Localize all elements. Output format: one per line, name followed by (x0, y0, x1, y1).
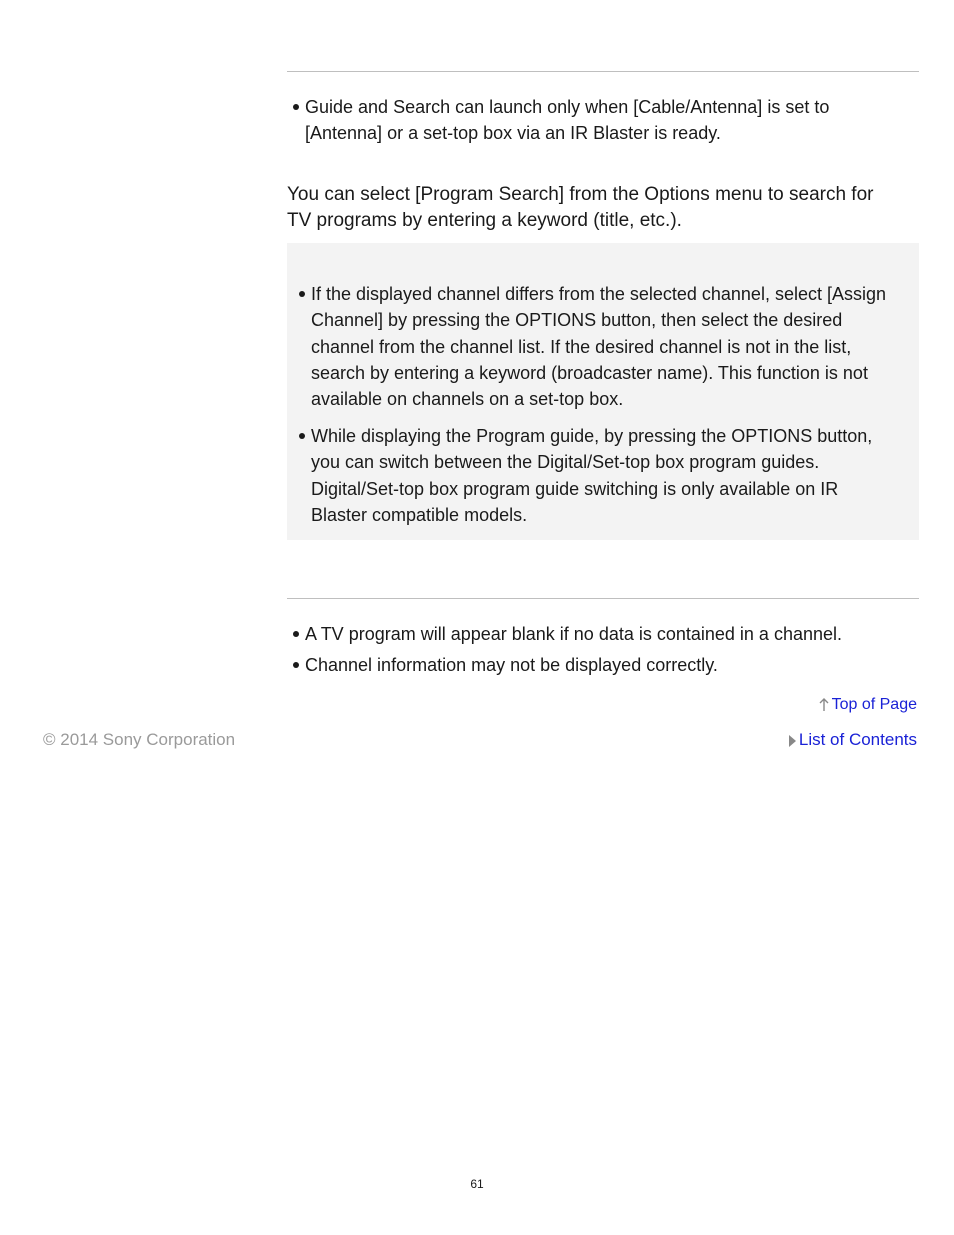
intro-line: TV programs by entering a keyword (title, etc.). (287, 210, 682, 231)
list-item (293, 94, 913, 146)
bullet-icon (293, 631, 299, 637)
triangle-right-icon (789, 735, 796, 747)
note-line: available on channels on a set-top box. (311, 389, 624, 410)
note-line: search by entering a keyword (broadcaster name). This function is not (311, 362, 868, 383)
section-divider-top (287, 71, 919, 72)
note-line: channel from the channel list. If the desired channel is not in the list, (311, 336, 852, 357)
list-item (293, 652, 913, 678)
note-line: Channel] by pressing the OPTIONS button, then select the desired (311, 310, 843, 331)
bullet-icon (299, 433, 305, 439)
copyright-text: © 2014 Sony Corporation (43, 730, 236, 749)
top-of-page-link[interactable] (819, 696, 917, 714)
list-item-line: [Antenna] or a set-top box via an IR Blaster is ready. (305, 123, 721, 143)
note-line: Blaster compatible models. (311, 504, 528, 525)
bullet-icon (293, 662, 299, 668)
bullet-icon (299, 291, 305, 297)
section-divider-bottom (287, 598, 919, 599)
list-of-contents-link[interactable] (789, 730, 917, 750)
arrow-up-icon (819, 698, 829, 712)
list-item-line: Guide and Search can launch only when [Cable/Antenna] is set to (305, 97, 830, 117)
intro-line: You can select [Program Search] from the Options menu to search for (287, 184, 874, 205)
top-of-page-label: Top of Page (831, 696, 917, 713)
list-item-line: Channel information may not be displayed correctly. (305, 655, 718, 675)
page-number: 61 (470, 1177, 484, 1191)
note-box (287, 243, 919, 540)
note-item (299, 281, 909, 412)
list-item-line: A TV program will appear blank if no data is contained in a channel. (305, 624, 842, 644)
list-item (293, 621, 913, 647)
note-item (299, 423, 909, 528)
intro-paragraph (287, 182, 917, 234)
note-line: you can switch between the Digital/Set-top box program guides. (311, 452, 820, 473)
note-line: Digital/Set-top box program guide switching is only available on IR (311, 478, 839, 499)
note-line: While displaying the Program guide, by pressing the OPTIONS button, (311, 426, 873, 446)
bullet-icon (293, 104, 299, 110)
list-of-contents-label: List of Contents (798, 730, 917, 749)
note-line: If the displayed channel differs from the selected channel, select [Assign (311, 284, 886, 304)
